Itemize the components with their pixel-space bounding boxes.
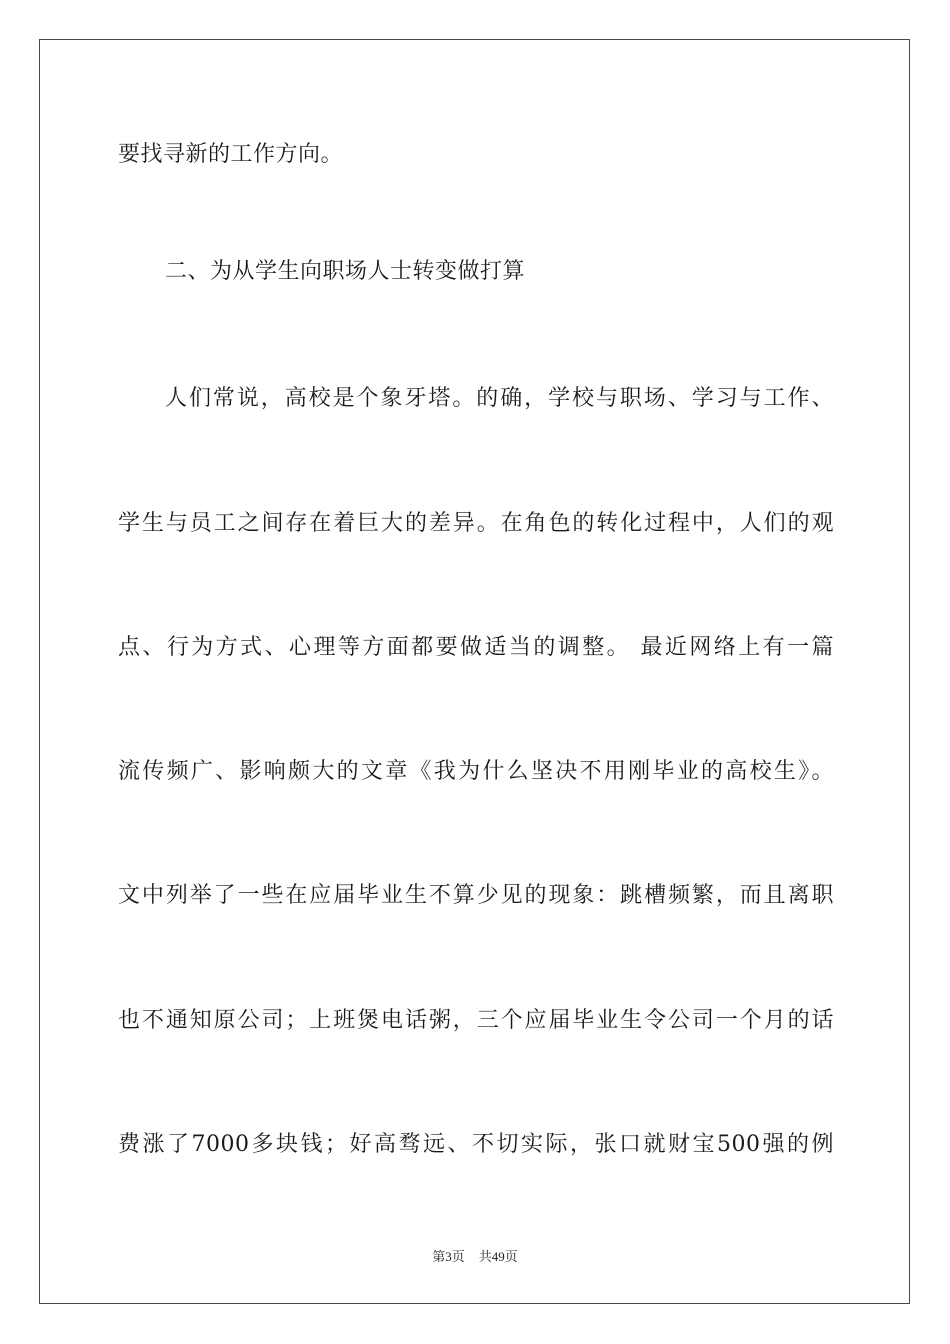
paragraph-line: 也不通知原公司；上班煲电话粥，三个应届毕业生令公司一个月的话 <box>118 1008 834 1033</box>
page-footer <box>0 1248 950 1266</box>
paragraph-line: 学生与员工之间存在着巨大的差异。在角色的转化过程中，人们的观 <box>118 511 834 536</box>
paragraph-line: 人们常说，高校是个象牙塔。的确，学校与职场、学习与工作、 <box>165 386 834 411</box>
paragraph-line: 费涨了7000多块钱；好高骛远、不切实际，张口就财宝500强的例 <box>118 1132 834 1157</box>
paragraph-line: 流传频广、影响颇大的文章《我为什么坚决不用刚毕业的高校生》。 <box>118 759 834 784</box>
paragraph-line: 点、行为方式、心理等方面都要做适当的调整。 最近网络上有一篇 <box>118 635 834 660</box>
page-number: 第3页 <box>432 1249 465 1264</box>
page-border <box>39 39 910 1304</box>
page-total: 共49页 <box>478 1249 518 1264</box>
paragraph-line: 要找寻新的工作方向。 <box>118 142 344 167</box>
section-heading: 二、为从学生向职场人士转变做打算 <box>165 259 526 284</box>
paragraph-line: 文中列举了一些在应届毕业生不算少见的现象：跳槽频繁，而且离职 <box>118 883 834 908</box>
